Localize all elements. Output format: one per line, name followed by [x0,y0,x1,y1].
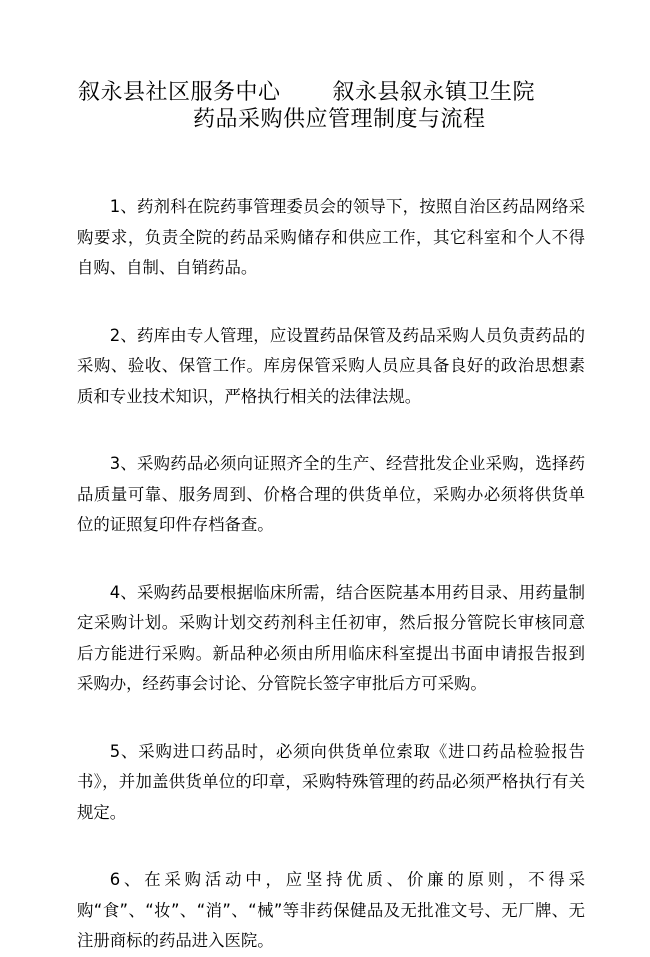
header-org-line [78,78,535,108]
header-org-left: 叙永县社区服务中心 [78,80,281,105]
header-org-right: 叙永县叙永镇卫生院 [332,80,536,105]
paragraph-2: 2、药库由专人管理，应设置药品保管及药品采购人员负责药品的采购、验收、保管工作。库房保管采购人员应具备良好的政治思想素质和专业技术知识，严格执行相关的法律法规。 [77,325,585,406]
paragraph-6: 6、在采购活动中，应坚持优质、价廉的原则，不得采购“食”、“妆”、“消”、“械”等非药保健品及无批准文号、无厂牌、无注册商标的药品进入医院。 [77,870,585,950]
document-body [77,192,585,957]
paragraph-1: 1、药剂科在院药事管理委员会的领导下，按照自治区药品网络采购要求，负责全院的药品采购储存和供应工作，其它科室和个人不得自购、自制、自销药品。 [77,197,585,277]
paragraph-4: 4、采购药品要根据临床所需，结合医院基本用药目录、用药量制定采购计划。采购计划交药剂科主任初审，然后报分管院长审核同意后方能进行采购。新品种必须由所用临床科室提出书面申请报告报到采购办，经药事会讨论、分管院长签字审批后方可采购。 [77,582,585,693]
paragraph-3: 3、采购药品必须向证照齐全的生产、经营批发企业采购，选择药品质量可靠、服务周到、价格合理的供货单位，采购办必须将供货单位的证照复印件存档备查。 [77,454,585,534]
paragraph-5: 5、采购进口药品时，必须向供货单位索取《进口药品检验报告书》，并加盖供货单位的印章，采购特殊管理的药品必须严格执行有关规定。 [77,741,585,822]
document-title: 药品采购供应管理制度与流程 [193,107,486,132]
